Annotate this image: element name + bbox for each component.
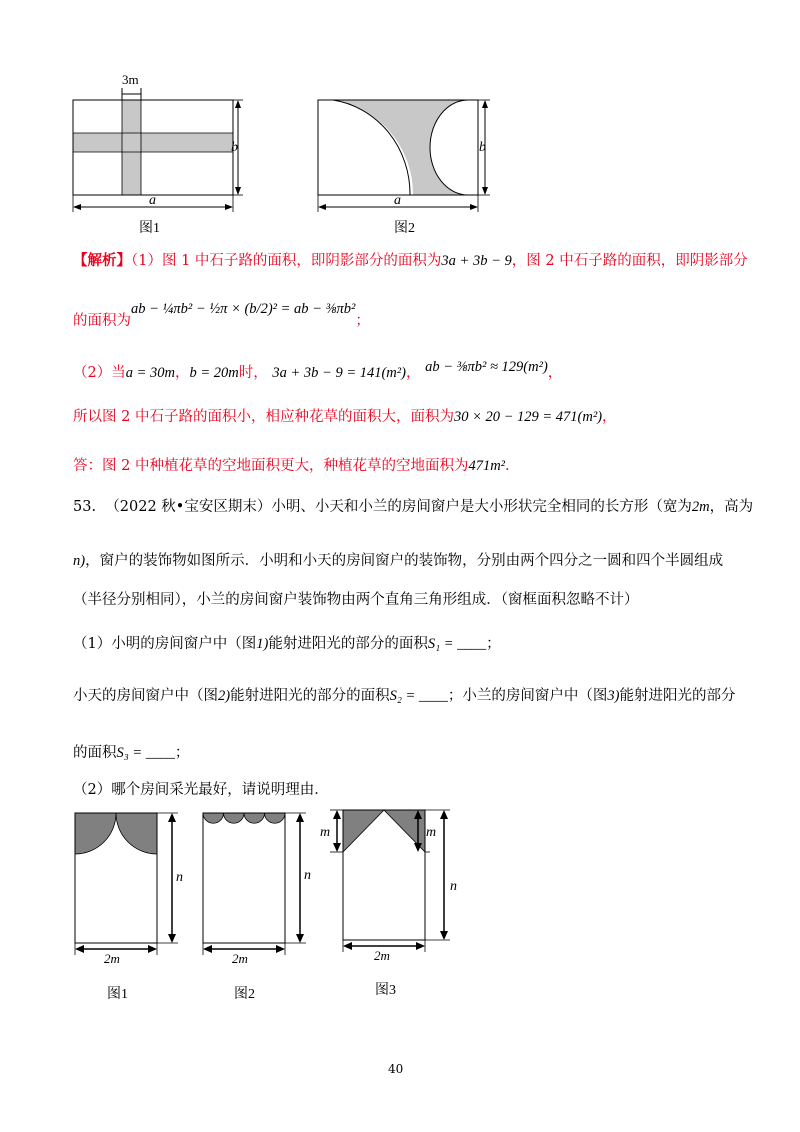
top-figure-1 [65, 70, 250, 235]
solution-line-2: 的面积为ab − ¼πb² − ½π × (b/2)² = ab − ⅜πb²； [73, 301, 370, 329]
question-1c: 的面积S₃ = ____； [73, 745, 190, 761]
problem-line-3: （半径分别相同），小兰的房间窗户装饰物由两个直角三角形组成．（窗框面积忽略不计） [73, 592, 639, 608]
problem-line-1: 53. （2022 秋•宝安区期末）小明、小天和小兰的房间窗户是大小形状完全相同的长方形（宽为2m，高为 [73, 499, 754, 515]
top-figure-2 [310, 70, 500, 235]
fig-b-n-label: n [304, 868, 311, 883]
fig2-a-label: a [394, 193, 401, 208]
fig2-b-label: b [479, 140, 486, 155]
fig-c-n-label: n [450, 879, 457, 894]
fig-a-caption: 图1 [107, 987, 128, 1002]
fig-c-right-m-label: m [426, 825, 437, 840]
fig1-vertical-road [122, 100, 141, 195]
fig-a-width-label: 2m [104, 951, 120, 966]
fig1-b-label: b [231, 140, 238, 155]
solution-line-3: （2）当a = 30m，b = 20m时， 3a + 3b − 9 = 141(m²)， ab − ⅜πb² ≈ 129(m²)， [73, 359, 563, 381]
question-1a: （1）小明的房间窗户中（图1)能射进阳光的部分的面积S₁ = ____； [73, 636, 501, 652]
solution-line-1: 【解析】（1）图 1 中石子路的面积，即阴影部分的面积为3a + 3b − 9，图 2 中石子路的面积，即阴影部分 [73, 252, 748, 269]
fig-a-n-label: n [176, 870, 183, 885]
fig-b-caption: 图2 [234, 987, 255, 1002]
problem-line-2: n)，窗户的装饰物如图所示．小明和小天的房间窗户的装饰物，分别由两个四分之一圆和四个半圆组成 [73, 553, 724, 569]
window-figure-3 [318, 800, 468, 1000]
fig-c-caption: 图3 [375, 983, 396, 998]
fig1-horizontal-road [73, 133, 233, 152]
window-figure-2 [198, 805, 331, 1005]
fig1-caption: 图1 [139, 221, 160, 235]
page-number: 40 [388, 1062, 404, 1076]
fig1-a-label: a [149, 193, 156, 208]
question-1b: 小天的房间窗户中（图2)能射进阳光的部分的面积S₂ = ____；小兰的房间窗户中（图3)能射进阳光的部分 [73, 688, 736, 704]
fig2-caption: 图2 [394, 221, 415, 235]
solution-line-5: 答：图 2 中种植花草的空地面积更大，种植花草的空地面积为471m². [73, 458, 510, 474]
question-2: （2）哪个房间采光最好，请说明理由． [73, 782, 329, 798]
solution-line-4: 所以图 2 中石子路的面积小，相应种花草的面积大，面积为30 × 20 − 129 = 471(m²)， [73, 409, 617, 425]
fig-c-left-m-label: m [320, 825, 331, 840]
fig-c-width-label: 2m [374, 948, 390, 963]
fig-b-width-label: 2m [232, 951, 248, 966]
solution-tag: 【解析】 [73, 252, 131, 269]
window-figure-1 [70, 805, 200, 1005]
problem-number: 53. [73, 499, 97, 515]
fig1-width-label: 3m [122, 72, 139, 87]
